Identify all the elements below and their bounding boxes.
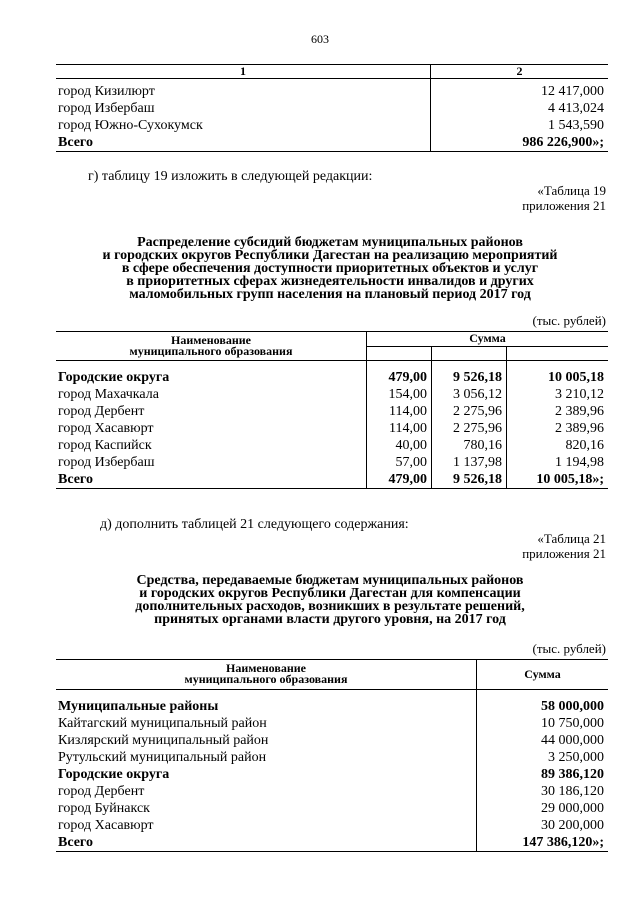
header-name [56, 332, 367, 361]
row-value: 10 005,18 [548, 370, 604, 385]
table-row [56, 690, 608, 716]
row-name: Всего [56, 471, 367, 489]
row-name: город Избербаш [56, 100, 431, 117]
title-line: в приоритетных сферах жизнедеятельности инвалидов и других [126, 274, 534, 289]
row-value: 4 413,024 [548, 101, 604, 116]
table-row [56, 715, 608, 732]
row-name: город Каспийск [56, 437, 367, 454]
table-row-total [56, 134, 608, 152]
row-value: 147 386,120»; [522, 835, 604, 850]
row-value: 479,00 [367, 471, 432, 489]
row-name: город Дербент [56, 783, 477, 800]
page-number: 603 [311, 32, 329, 46]
row-name: город Кизилюрт [56, 79, 431, 101]
row-name: Кайтагский муниципальный район [56, 715, 477, 732]
reference-line: «Таблица 19 [537, 183, 606, 198]
table-row [56, 749, 608, 766]
col-header-1: 1 [56, 65, 431, 79]
table-row [56, 79, 608, 101]
row-name: Кизлярский муниципальный район [56, 732, 477, 749]
row-value: 57,00 [367, 454, 432, 471]
reference-line: «Таблица 21 [537, 531, 606, 546]
row-value: 89 386,120 [541, 767, 604, 782]
instruction-d: д) дополнить таблицей 21 следующего содержания: [100, 517, 409, 532]
title-line: и городских округов Республики Дагестан для компенсации [139, 586, 521, 601]
table-21 [56, 659, 608, 852]
row-value: 3 250,000 [548, 750, 604, 765]
title-line: дополнительных расходов, возникших в результате решений, [135, 599, 525, 614]
row-value: 40,00 [367, 437, 432, 454]
row-value: 114,00 [367, 420, 432, 437]
table-row [56, 100, 608, 117]
instruction-g: г) таблицу 19 изложить в следующей редакции: [88, 169, 373, 184]
row-name: Рутульский муниципальный район [56, 749, 477, 766]
header-name-line: Наименование [171, 333, 251, 347]
row-value: 1 194,98 [555, 455, 604, 470]
reference-line: приложения 21 [522, 546, 606, 561]
reference-line: приложения 21 [522, 198, 606, 213]
row-value: 2 275,96 [432, 420, 507, 437]
row-value: 3 210,12 [555, 387, 604, 402]
row-value: 2 389,96 [555, 404, 604, 419]
row-value: 986 226,900»; [522, 135, 604, 150]
table-row [56, 817, 608, 834]
table-row [56, 766, 608, 783]
row-name: город Буйнакск [56, 800, 477, 817]
row-value: 58 000,000 [541, 699, 604, 714]
title-line: Средства, передаваемые бюджетам муниципальных районов [136, 573, 524, 588]
table-row [56, 361, 608, 387]
table-row-total [56, 834, 608, 852]
row-value: 1 543,590 [548, 118, 604, 133]
table-19 [56, 331, 608, 489]
title-line: Распределение субсидий бюджетам муниципальных районов [137, 235, 523, 250]
row-name: город Хасавюрт [56, 420, 367, 437]
row-name: Всего [56, 834, 477, 852]
row-name: город Дербент [56, 403, 367, 420]
row-value: 3 056,12 [432, 386, 507, 403]
row-value: 154,00 [367, 386, 432, 403]
header-sum: Сумма [524, 667, 561, 681]
table-row [56, 386, 608, 403]
title-line: принятых органами власти другого уровня, на 2017 год [154, 612, 506, 627]
table-row [56, 783, 608, 800]
title-line: в сфере обеспечения доступности приоритетных объектов и услуг [121, 261, 539, 276]
table19-units: (тыс. рублей) [532, 313, 606, 328]
row-value: 44 000,000 [541, 733, 604, 748]
table-row-total [56, 471, 608, 489]
subheader-col [432, 346, 507, 361]
row-name: Городские округа [56, 361, 367, 387]
table21-title [60, 574, 600, 626]
row-value: 2 389,96 [555, 421, 604, 436]
row-name: Городские округа [56, 766, 477, 783]
table-row [56, 437, 608, 454]
row-value: 10 005,18»; [536, 472, 604, 487]
table-row [56, 117, 608, 134]
row-value: 12 417,000 [541, 84, 604, 99]
row-name: город Махачкала [56, 386, 367, 403]
row-name: Всего [56, 134, 431, 152]
table-row [56, 454, 608, 471]
row-value: 479,00 [367, 361, 432, 387]
row-name: город Избербаш [56, 454, 367, 471]
table-row [56, 403, 608, 420]
row-value: 30 200,000 [541, 818, 604, 833]
header-sum: Сумма [367, 332, 609, 347]
title-line: маломобильных групп населения на плановый период 2017 год [129, 287, 531, 302]
row-value: 780,16 [432, 437, 507, 454]
row-name: город Южно-Сухокумск [56, 117, 431, 134]
header-name-line: муниципального образования [184, 672, 348, 686]
title-line: и городских округов Республики Дагестан на реализацию мероприятий [102, 248, 558, 263]
header-name-line: Наименование [226, 661, 306, 675]
table-top [56, 64, 608, 152]
table-row [56, 420, 608, 437]
table-row [56, 732, 608, 749]
table21-units: (тыс. рублей) [532, 641, 606, 656]
row-value: 30 186,120 [541, 784, 604, 799]
subheader-col [507, 346, 609, 361]
table21-reference [522, 531, 606, 561]
row-value: 9 526,18 [432, 361, 507, 387]
table-row [56, 800, 608, 817]
table19-reference [522, 183, 606, 213]
header-name [56, 660, 477, 690]
row-name: Муниципальные районы [56, 690, 477, 716]
row-value: 10 750,000 [541, 716, 604, 731]
row-value: 29 000,000 [541, 801, 604, 816]
row-value: 2 275,96 [432, 403, 507, 420]
header-name-line: муниципального образования [129, 344, 293, 358]
row-value: 1 137,98 [432, 454, 507, 471]
col-header-2: 2 [516, 64, 523, 78]
row-value: 9 526,18 [432, 471, 507, 489]
row-value: 114,00 [367, 403, 432, 420]
subheader-col [367, 346, 432, 361]
row-value: 820,16 [565, 438, 604, 453]
table19-title [60, 236, 600, 301]
row-name: город Хасавюрт [56, 817, 477, 834]
